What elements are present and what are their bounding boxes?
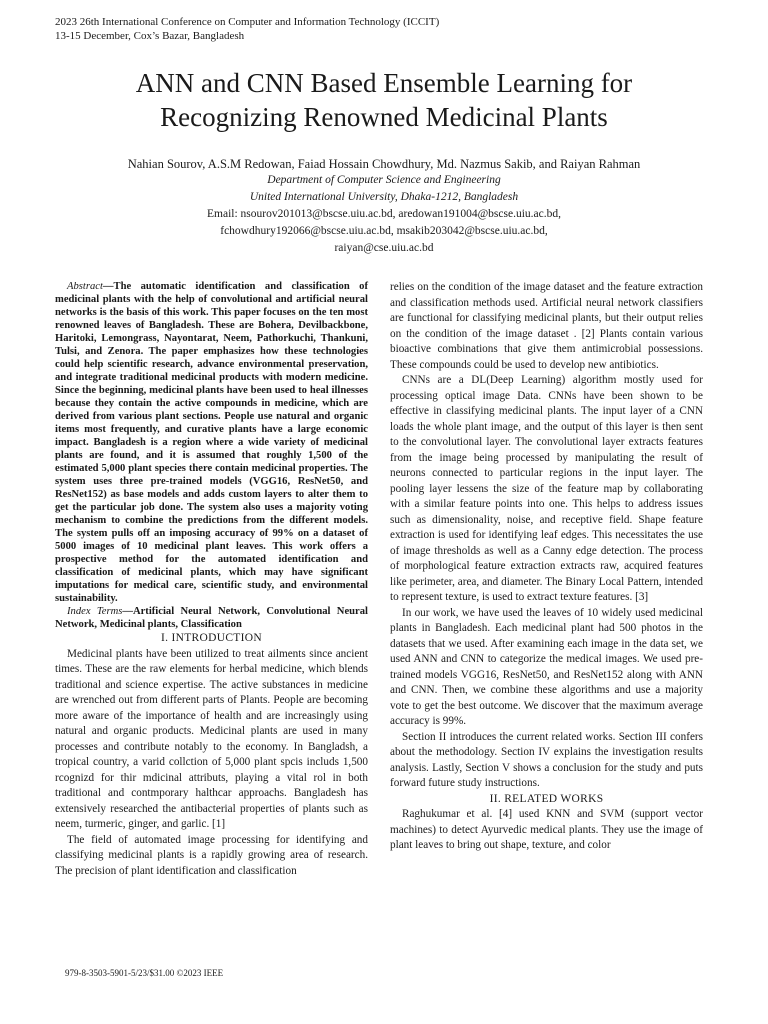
section-heading-introduction: I. INTRODUCTION (161, 632, 262, 644)
paragraph-intro-2: The field of automated image processing for identifying and classifying medicinal plants is a rapidly growing area of research. The precision of plant identification and classification (55, 833, 368, 877)
conference-name: 2023 26th International Conference on Computer and Information Technology (ICCIT) (55, 16, 440, 28)
abstract-text: —The automatic identification and classification of medicinal plants with the help of convolutional and artificial neural networks is the basis of this work. This paper focuses on the ten most renowned leaves of Bangladesh. These are Bohera, Devilbackbone, Haritoki, Lemongrass, Nayontarat, Neem, Pathorkuchi, Thankuni, Tulsi, and Zenora. The paper emphasizes how these technologies could help scientific research, advance environmental preservation, and integrate traditional medicinal products with modern medicine. Since the beginning, medicinal plants have been used to heal illnesses because they contain the active compounds in medicine, which are derived from various plant sections. People use natural and organic items most frequently, and curative plants have a large economic impact. Bangladesh is a region where a wide variety of medicinal plants are found, and it is assumed that roughly 1,500 of the estimated 5,000 plant species there contain medicinal properties. The system uses three pre-trained models (VGG16, ResNet50, and ResNet152) as base models and adds custom layers to alter them to get the particular job done. The system also uses a majority voting mechanism to combine the predictions from the different models. The system pulls off an imposing accuracy of 99% on a dataset of 5000 images of 10 medicinal plant leaves. This work offers a prospective method for the automated identification and classification of medicinal plants, which may have significant imputations for medical care, scientific study, and environmental sustainability. (55, 281, 368, 604)
email-line-3: raiyan@cse.uiu.ac.bd (334, 242, 434, 254)
abstract-label: Abstract (67, 281, 103, 292)
abstract (55, 280, 368, 605)
paragraph-our-work: In our work, we have used the leaves of 10 widely used medicinal plants in Bangladesh. Each medicinal plant had 500 photos in the datasets that we used. After examining each image in the data set, we used ANN and CNN to categorize the medical images. We used pre-trained models VGG16, ResNet50, and ResNet152 along with ANN and CNN. Then, we combine these algorithms and use a majority vote to get the best outcome. We discover that the maximum average accuracy is 99%. (390, 606, 703, 727)
affiliation-block (40, 172, 728, 257)
left-column (55, 280, 368, 879)
title-line-2: Recognizing Renowned Medicinal Plants (160, 102, 608, 132)
email-line-2: fchowdhury192066@bscse.uiu.ac.bd, msakib203042@bscse.uiu.ac.bd, (220, 225, 548, 237)
index-terms (55, 605, 368, 631)
conference-date-location: 13-15 December, Cox’s Bazar, Bangladesh (55, 30, 245, 42)
index-terms-label: Index Terms (67, 606, 123, 617)
section-heading-related-works: II. RELATED WORKS (489, 792, 604, 805)
paragraph-continued: relies on the condition of the image dataset and the feature extraction and classification methods used. Artificial neural network classifiers are functional for classifying medicinal plants, but their output relies on the condition of the image dataset . [2] Plants contain various bioactive combinations that give them antimicrobial possessions. These compounds could be used to develop new antibiotics. (390, 281, 703, 371)
paragraph-intro-1: Medicinal plants have been utilized to treat ailments since ancient times. These are the raw elements for herbal medicine, which blends traditional and science expertise. The active substances in medicine are wrenched out from different parts of Plants. People are becoming more aware of the importance of health and are increasingly using natural and organic products. Medicinal plants are used in many processes and contribute notably to the economy. In Bangladsh, a tropical country, a varid collction of 5,000 plant spcis includs 1,500 rcognizd for thir mdicinal attributs, playing a vital rol in both traditional and contmporary halthcar approachs. Bangladesh has extensively researched the antibacterial properties of plants such as neem, turmeric, ginger, and garlic. [1] (55, 647, 368, 830)
copyright-footer: 979-8-3503-5901-5/23/$31.00 ©2023 IEEE (65, 968, 224, 978)
email-line-1: Email: nsourov201013@bscse.uiu.ac.bd, aredowan191004@bscse.uiu.ac.bd, (207, 208, 561, 220)
department: Department of Computer Science and Engineering (267, 174, 501, 186)
paper-title (40, 66, 728, 134)
paragraph-related-1: Raghukumar et al. [4] used KNN and SVM (support vector machines) to detect Ayurvedic medical plants. They use the image of plant leaves to bring out shape, texture, and color (390, 808, 703, 851)
title-line-1: ANN and CNN Based Ensemble Learning for (135, 68, 633, 98)
paragraph-paper-outline: Section II introduces the current related works. Section III confers about the methodology. Section IV explains the investigation results analysis. Lastly, Section V shows a conclusion for the study and puts forward future study instructions. (390, 730, 703, 789)
index-terms-text: —Artificial Neural Network, Convolutional Neural Network, Medicinal plants, Classification (55, 606, 368, 630)
right-column (390, 280, 703, 854)
university: United International University, Dhaka-1212, Bangladesh (249, 191, 519, 203)
conference-header (55, 15, 439, 43)
paragraph-cnn: CNNs are a DL(Deep Learning) algorithm mostly used for processing optical image Data. CNNs have been shown to be effective in classifying medicinal plants. The input layer of a CNN loads the whole plant image, and the output of this layer is then sent to the convolutional layer. The convolutional layer extracts features from the image being processed by manipulating the result of neurons connected to particular regions in the input layer. The pooling layer lessens the size of the feature map by collaborating with a similar feature points into one. This helps to address issues such as dimensionality, noise, and receptive field. Shape feature extraction is used for identifying leaf edges. This necessitates the use of image thresholds as well as a Canny edge detection. The process of morphological feature extraction extracts raw, acquired features like perimeter, area, and diameter. The Binary Local Pattern, intended to represent texture, is used to extract texture features. [3] (390, 374, 703, 603)
author-list: Nahian Sourov, A.S.M Redowan, Faiad Hossain Chowdhury, Md. Nazmus Sakib, and Raiyan Rahman (127, 157, 641, 171)
